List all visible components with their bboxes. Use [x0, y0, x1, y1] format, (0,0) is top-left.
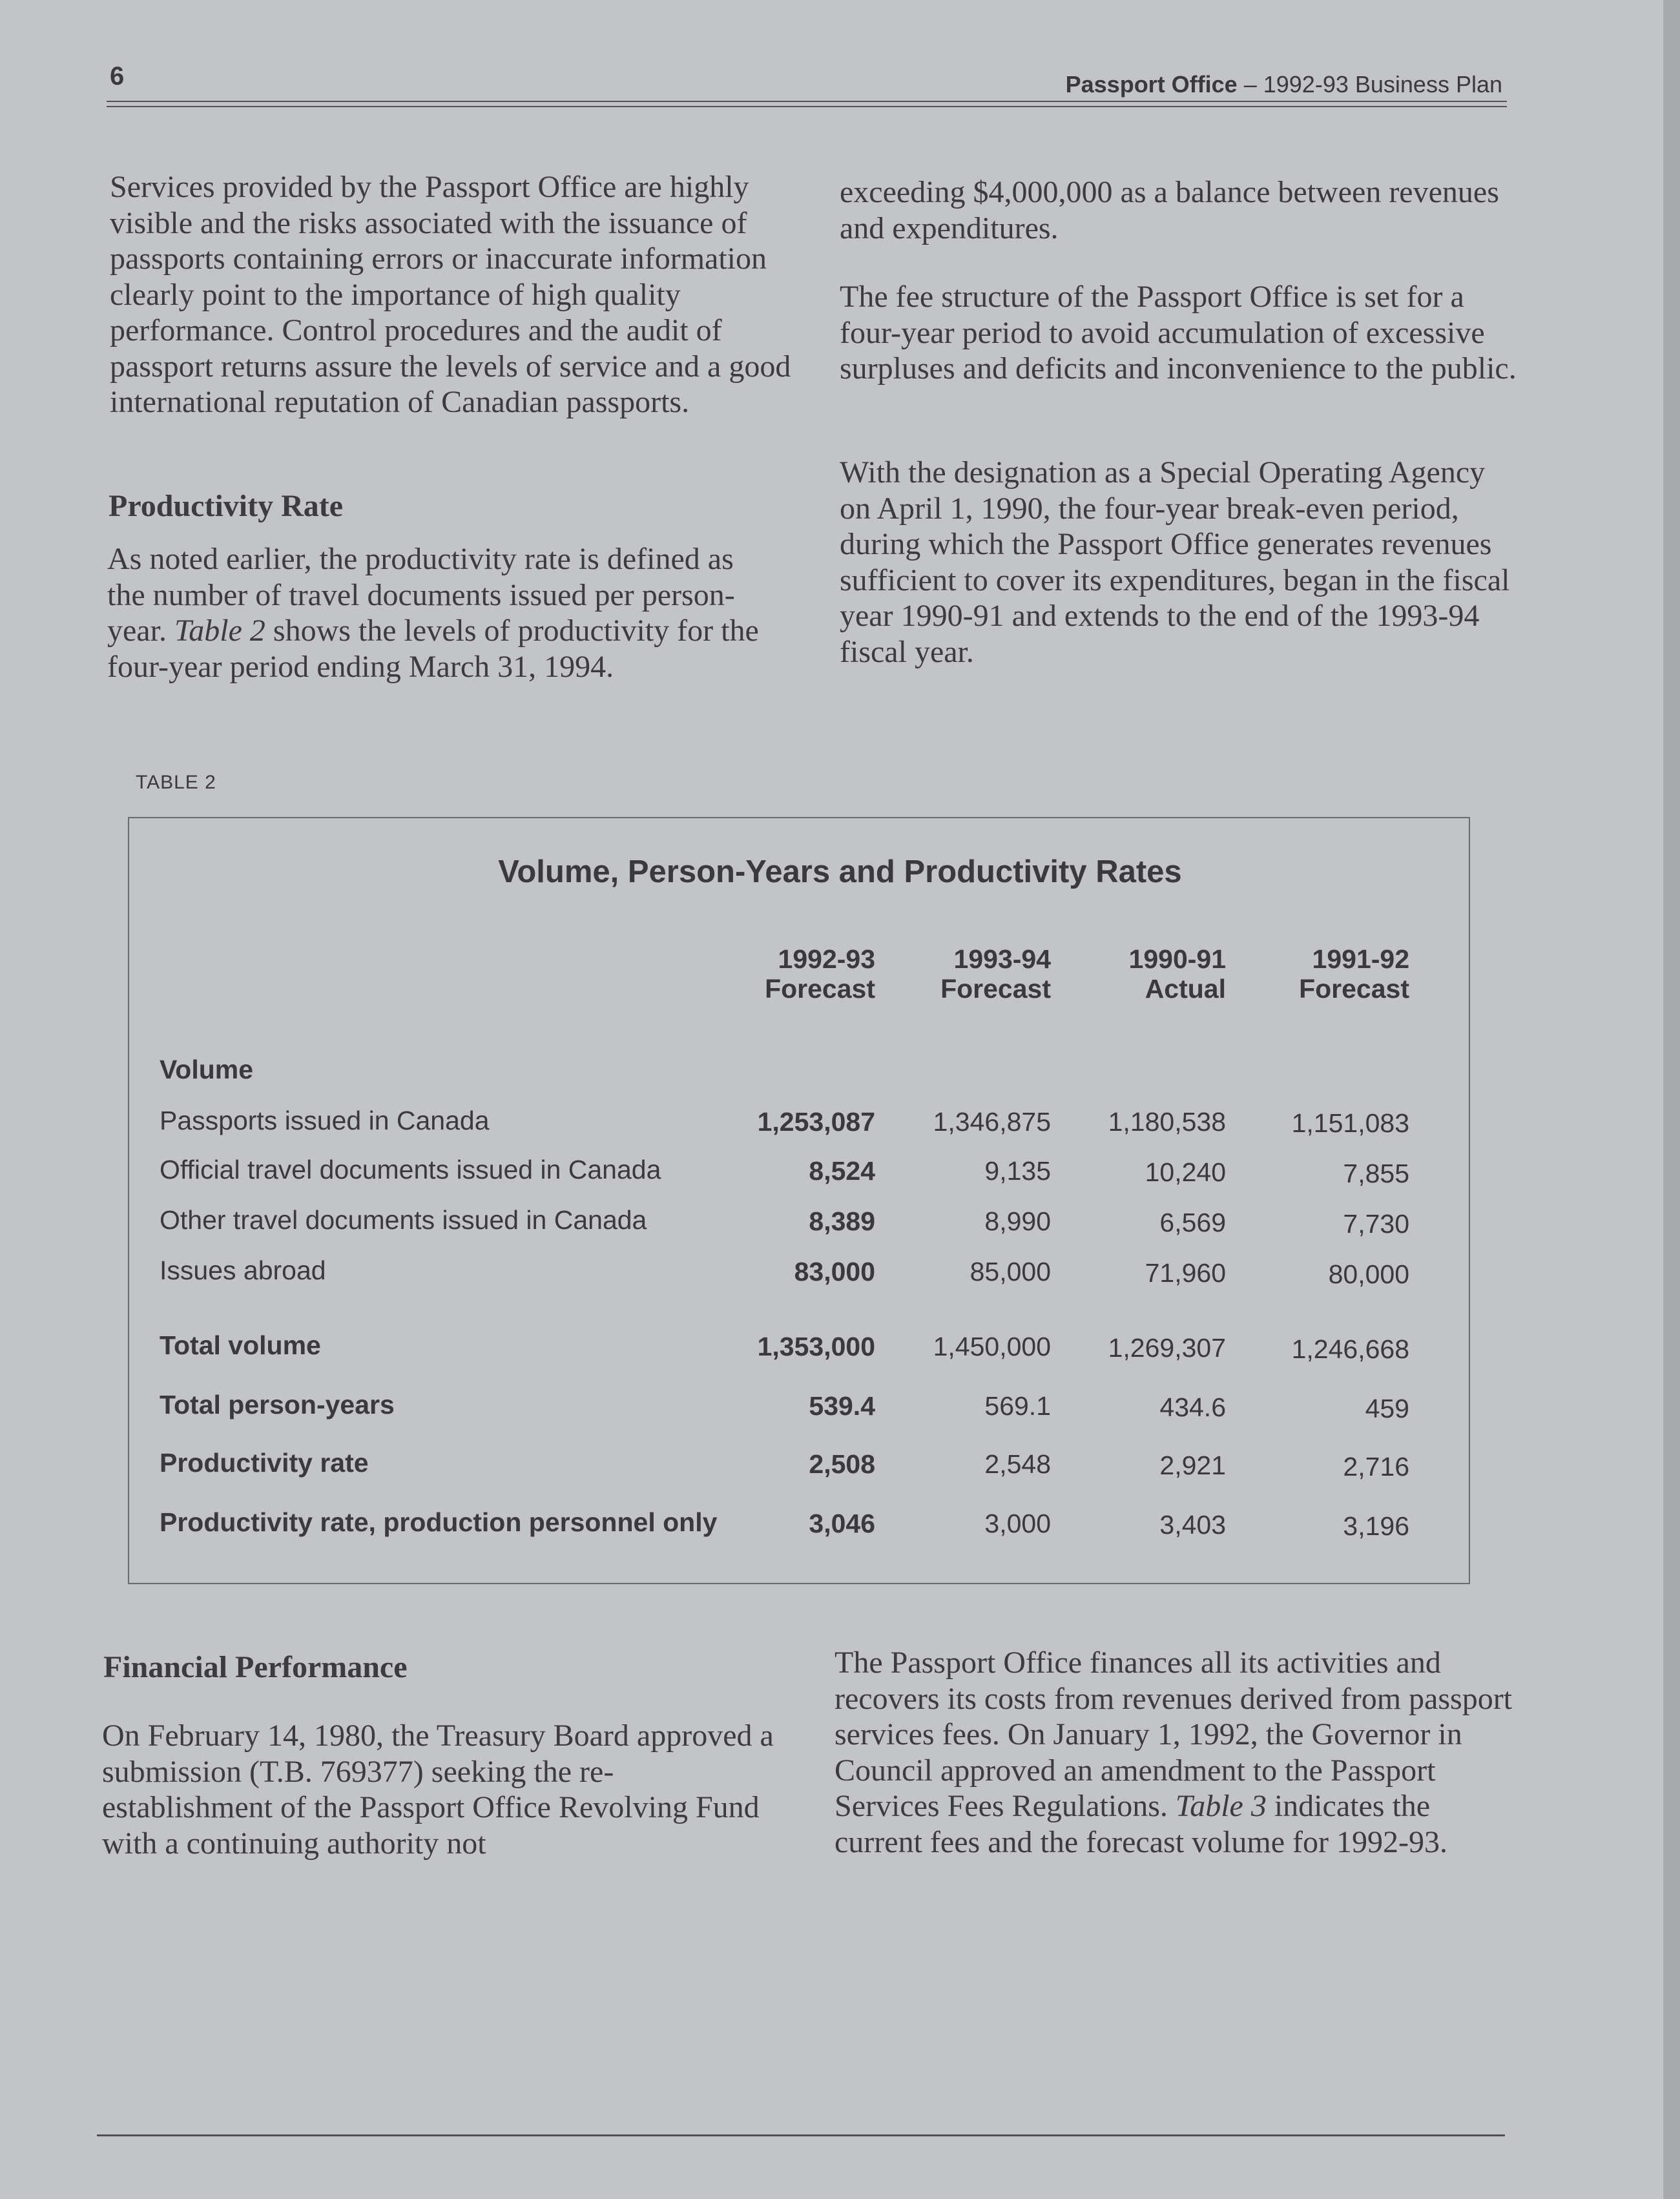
column-year: 1991-92	[1312, 944, 1409, 974]
table-cell: 2,548	[984, 1449, 1051, 1479]
table-label: TABLE 2	[136, 772, 216, 793]
section-label-volume: Volume	[160, 1055, 254, 1084]
table-cell: 2,921	[1159, 1451, 1226, 1480]
column-header-1990-91	[1058, 944, 1226, 1004]
table-cell: 3,196	[1343, 1511, 1409, 1541]
table-2-reference: Table 2	[174, 614, 265, 648]
header-rule-top	[107, 101, 1507, 102]
table-cell: 3,000	[984, 1509, 1051, 1538]
table-title: Volume, Person-Years and Productivity Rates	[498, 854, 1182, 889]
special-operating-agency-paragraph: With the designation as a Special Operating Agency on April 1, 1990, the four-year break-even period, during which the Passport Office generates revenues sufficient to cover its expenditures, began in the fiscal year 1990-91 and extends to the end of the 1993-94 fiscal year.	[840, 455, 1510, 669]
table-cell: 10,240	[1145, 1157, 1226, 1187]
table-cell: 71,960	[1145, 1258, 1226, 1288]
table-cell: 1,151,083	[1291, 1108, 1409, 1138]
table-cell: 1,353,000	[757, 1332, 875, 1361]
row-label: Official travel documents issued in Canada	[160, 1155, 661, 1184]
productivity-heading: Productivity Rate	[109, 489, 344, 523]
table-cell: 3,046	[809, 1509, 875, 1538]
row-label: Issues abroad	[160, 1255, 326, 1285]
table-cell: 459	[1365, 1394, 1409, 1423]
table-cell: 8,524	[809, 1156, 875, 1186]
running-head	[1066, 71, 1502, 98]
table-cell: 1,269,307	[1108, 1333, 1226, 1363]
fees-paragraph	[835, 1645, 1519, 1860]
running-head-subtitle: – 1992-93 Business Plan	[1237, 71, 1502, 98]
table-cell: 2,716	[1343, 1452, 1409, 1481]
table-cell: 1,253,087	[757, 1107, 875, 1137]
row-label: Total person-years	[160, 1390, 395, 1420]
footer-rule	[97, 2134, 1505, 2136]
page-edge-shadow	[1663, 0, 1680, 2199]
column-header-1991-92	[1241, 944, 1409, 1004]
page-number: 6	[110, 62, 125, 90]
table-cell: 80,000	[1328, 1259, 1409, 1289]
column-year: 1992-93	[778, 944, 875, 974]
column-year: 1990-91	[1128, 944, 1226, 974]
row-label: Productivity rate, production personnel only	[160, 1507, 718, 1537]
table-cell: 1,450,000	[933, 1332, 1051, 1361]
table-cell: 1,180,538	[1108, 1107, 1226, 1137]
table-cell: 434.6	[1159, 1392, 1226, 1422]
row-label: Total volume	[160, 1330, 321, 1360]
table-cell: 9,135	[984, 1156, 1051, 1186]
table-cell: 8,990	[984, 1206, 1051, 1236]
table-3-reference: Table 3	[1175, 1789, 1267, 1823]
column-header-1992-93	[707, 944, 875, 1004]
column-kind: Actual	[1145, 974, 1226, 1004]
table-cell: 6,569	[1159, 1208, 1226, 1237]
table-cell: 1,346,875	[933, 1107, 1051, 1137]
intro-paragraph: Services provided by the Passport Office are highly visible and the risks associated with the issuance of passports containing errors or inaccurate information clearly point to the importance of high quality performance. Control procedures and the audit of passport returns assure the levels of service and a good international reputation of Canadian passports.	[110, 170, 791, 419]
fee-structure-paragraph: The fee structure of the Passport Office is set for a four-year period to avoid accumulation of excessive surpluses and deficits and inconvenience to the public.	[840, 280, 1517, 386]
fees-text-2: indicates the current fees and the forecast volume for 1992-93.	[835, 1789, 1447, 1859]
column-kind: Forecast	[940, 974, 1051, 1004]
fees-text-1: The Passport Office finances all its activities and recovers its costs from revenues derived from passport services fees. On January 1, 1992, the Governor in Council approved an amendment to the Passport Services Fees Regulations.	[835, 1646, 1513, 1823]
column-header-1993-94	[883, 944, 1051, 1004]
table-cell: 85,000	[970, 1257, 1051, 1286]
financial-performance-heading: Financial Performance	[103, 1650, 408, 1684]
balance-paragraph: exceeding $4,000,000 as a balance between revenues and expenditures.	[840, 175, 1499, 245]
table-cell: 569.1	[984, 1391, 1051, 1421]
table-cell: 7,855	[1343, 1159, 1409, 1188]
financial-performance-paragraph: On February 14, 1980, the Treasury Board approved a submission (T.B. 769377) seeking the re-establishment of the Passport Office Revolving Fund with a continuing authority not	[102, 1719, 774, 1861]
table-cell: 1,246,668	[1291, 1334, 1409, 1364]
table-cell: 83,000	[794, 1257, 875, 1286]
table-cell: 2,508	[809, 1449, 875, 1479]
table-cell: 539.4	[809, 1391, 875, 1421]
table-cell: 3,403	[1159, 1510, 1226, 1540]
column-year: 1993-94	[953, 944, 1051, 974]
productivity-text-1: As noted earlier, the productivity rate is defined as the number of travel documents issued per person-year.	[107, 542, 735, 648]
table-cell: 7,730	[1343, 1209, 1409, 1239]
row-label: Passports issued in Canada	[160, 1106, 490, 1135]
table-cell: 8,389	[809, 1206, 875, 1236]
productivity-text-2: shows the levels of productivity for the four-year period ending March 31, 1994.	[107, 614, 759, 684]
column-kind: Forecast	[765, 974, 875, 1004]
running-head-title: Passport Office	[1065, 71, 1238, 98]
row-label: Productivity rate	[160, 1448, 369, 1478]
column-kind: Forecast	[1299, 974, 1409, 1004]
row-label: Other travel documents issued in Canada	[160, 1205, 647, 1235]
header-rule-bottom	[107, 106, 1507, 107]
productivity-paragraph	[107, 541, 779, 685]
